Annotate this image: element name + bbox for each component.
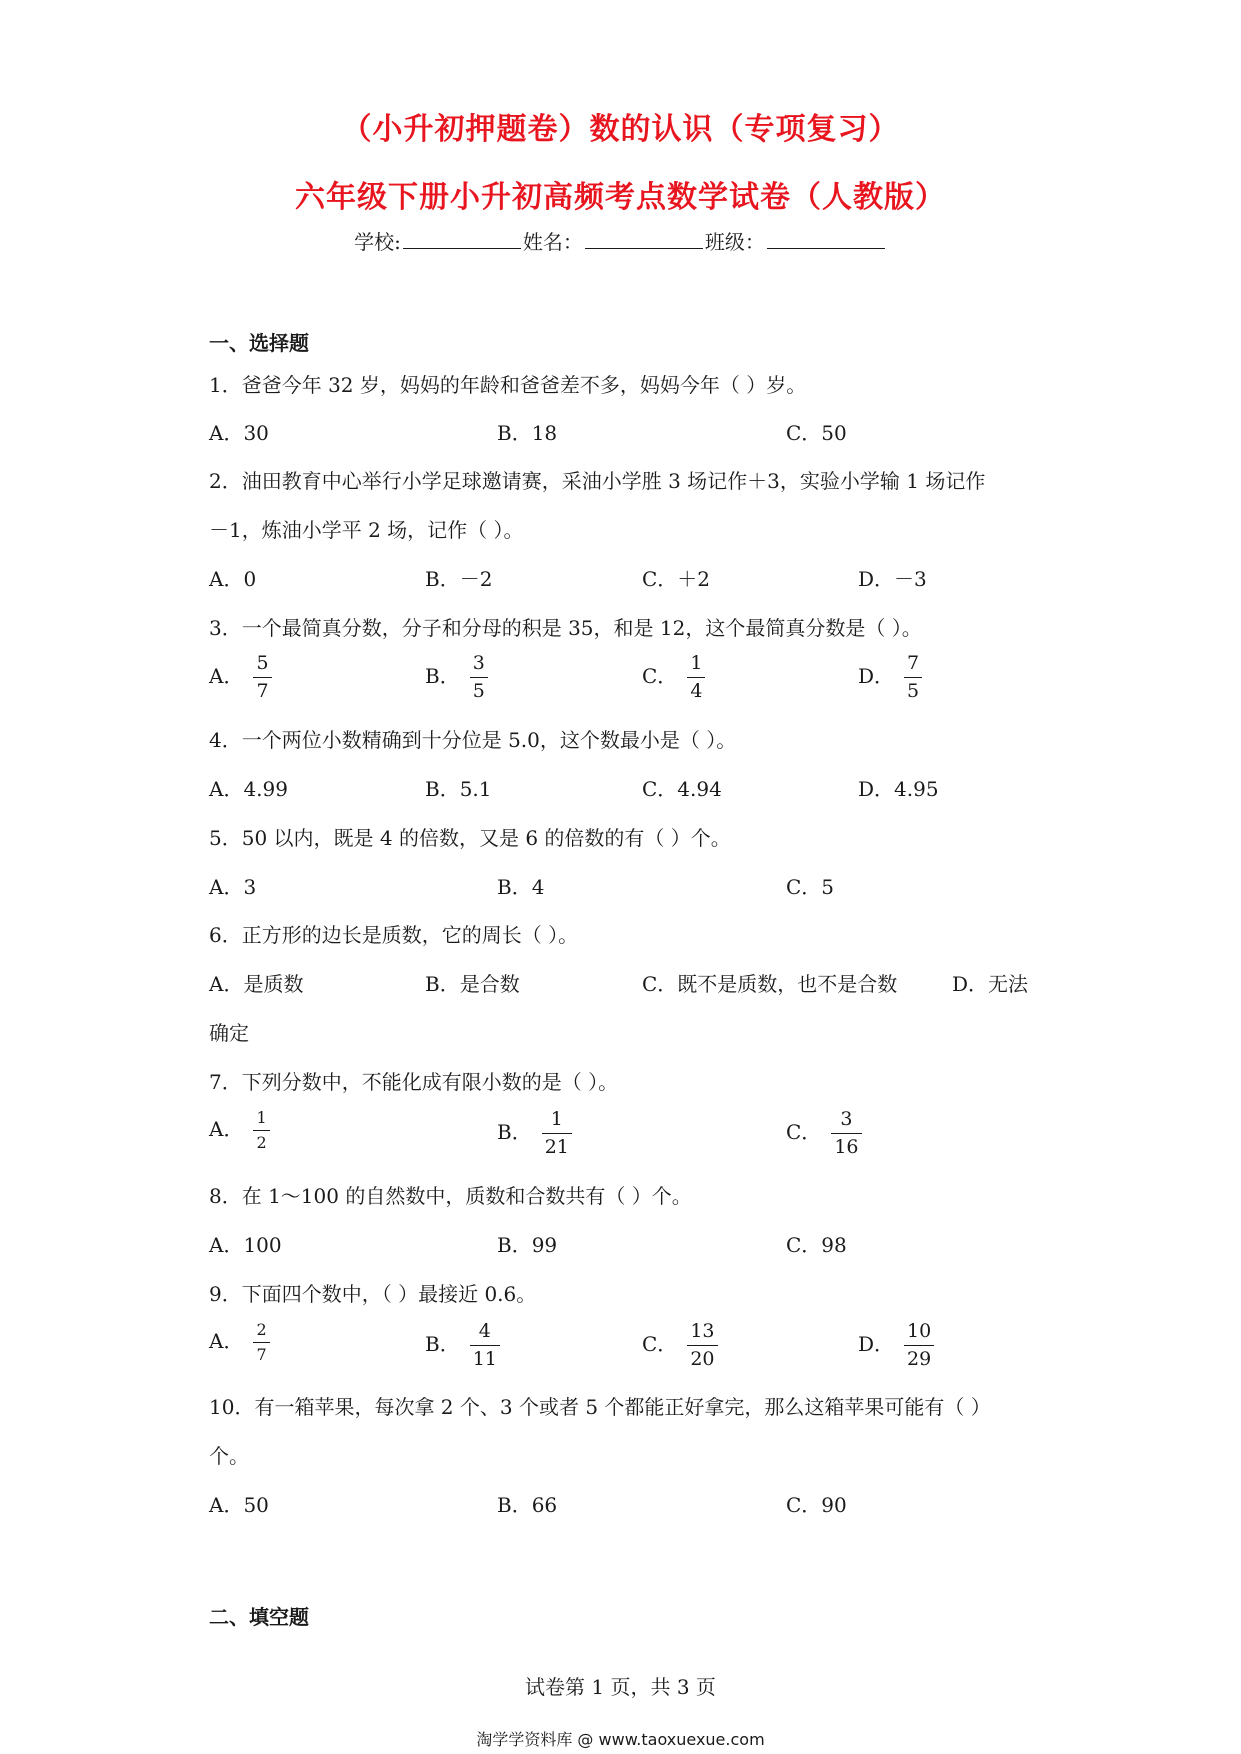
- option-label: B．: [497, 1120, 532, 1144]
- watermark-text: 淘学学资料库 @ www.taoxuexue.com: [476, 1730, 765, 1749]
- denominator: 5: [472, 680, 485, 702]
- option: B．66: [497, 1493, 558, 1517]
- question-stem: 8．在 1～100 的自然数中，质数和合数共有（ ）个。: [209, 1184, 692, 1208]
- student-info-row: [0, 226, 1241, 255]
- numerator: 2: [256, 1320, 267, 1339]
- fraction-option: [786, 1110, 862, 1157]
- denominator: 20: [690, 1348, 715, 1370]
- option: C．98: [786, 1233, 847, 1257]
- denominator: 16: [834, 1136, 859, 1158]
- denominator: 2: [256, 1133, 267, 1152]
- page-number-footer: 试卷第 1 页，共 3 页: [525, 1675, 716, 1699]
- option: A．30: [209, 421, 269, 445]
- numerator: 3: [840, 1108, 853, 1130]
- denominator: 11: [472, 1348, 497, 1370]
- denominator: 7: [256, 680, 269, 702]
- question-stem-continued: －1，炼油小学平 2 场，记作（ ）。: [209, 518, 524, 542]
- fraction: [253, 654, 271, 701]
- question-stem: 6．正方形的边长是质数，它的周长（ ）。: [209, 923, 579, 947]
- fraction-option: [425, 654, 488, 701]
- class-blank: [767, 230, 885, 249]
- option: D．－3: [858, 567, 927, 591]
- option: C．50: [786, 421, 847, 445]
- option-label: A．: [209, 1117, 244, 1141]
- numerator: 10: [907, 1320, 932, 1342]
- option: C．既不是质数，也不是合数: [642, 972, 898, 996]
- question-stem-continued: 个。: [209, 1444, 249, 1468]
- option-wrap: 确定: [209, 1021, 249, 1045]
- option-label: B．: [425, 1332, 460, 1356]
- fraction: [470, 654, 488, 701]
- option: A．3: [209, 875, 257, 899]
- fraction: [687, 1322, 717, 1369]
- option-label: A．: [209, 1329, 244, 1353]
- section-heading-fill: 二、填空题: [209, 1605, 309, 1629]
- fraction-option: [209, 654, 272, 701]
- option-label: C．: [786, 1120, 822, 1144]
- numerator: 3: [472, 652, 485, 674]
- option: D．无法: [952, 972, 1029, 996]
- name-label: 姓名：: [522, 230, 583, 254]
- exam-title-line1: （小升初押题卷）数的认识（专项复习）: [341, 112, 900, 147]
- option-label: A．: [209, 664, 244, 688]
- option: D．4.95: [858, 777, 939, 801]
- denominator: 7: [256, 1345, 267, 1364]
- numerator: 4: [478, 1320, 491, 1342]
- option: A．是质数: [209, 972, 304, 996]
- option: A．50: [209, 1493, 269, 1517]
- option: B．18: [497, 421, 558, 445]
- denominator: 29: [907, 1348, 932, 1370]
- numerator: 5: [256, 652, 269, 674]
- school-label: 学校:: [354, 230, 401, 254]
- fraction-option: [858, 1322, 934, 1369]
- section-heading-choice: 一、选择题: [209, 331, 309, 355]
- fraction-option: [497, 1110, 572, 1157]
- fraction: [687, 654, 705, 701]
- fraction-option: [209, 1322, 270, 1363]
- option: B．－2: [425, 567, 493, 591]
- fraction-option: [858, 654, 922, 701]
- fraction-option: [642, 654, 705, 701]
- option: C．5: [786, 875, 835, 899]
- fraction: [542, 1110, 572, 1157]
- fraction-option: [425, 1322, 500, 1369]
- numerator: 7: [907, 652, 920, 674]
- fraction: [253, 1110, 269, 1151]
- denominator: 21: [544, 1136, 569, 1158]
- option: B．4: [497, 875, 545, 899]
- question-stem: 1．爸爸今年 32 岁，妈妈的年龄和爸爸差不多，妈妈今年（ ）岁。: [209, 373, 807, 397]
- option-label: D．: [858, 1332, 895, 1356]
- fraction: [831, 1110, 861, 1157]
- fraction: [904, 1322, 934, 1369]
- class-label: 班级：: [704, 230, 765, 254]
- option-label: C．: [642, 1332, 678, 1356]
- denominator: 4: [690, 680, 703, 702]
- option-label: D．: [858, 664, 895, 688]
- option: C．＋2: [642, 567, 711, 591]
- fraction-option: [209, 1110, 270, 1151]
- option-label: C．: [642, 664, 678, 688]
- fraction: [904, 654, 922, 701]
- numerator: 1: [256, 1108, 267, 1127]
- fraction: [253, 1322, 269, 1363]
- fraction: [470, 1322, 500, 1369]
- option-label: B．: [425, 664, 460, 688]
- question-stem: 3．一个最简真分数，分子和分母的积是 35，和是 12，这个最简真分数是（ ）。: [209, 616, 922, 640]
- school-blank: [403, 230, 521, 249]
- option: C．4.94: [642, 777, 722, 801]
- numerator: 1: [550, 1108, 563, 1130]
- option: A．100: [209, 1233, 282, 1257]
- fraction-option: [642, 1322, 718, 1369]
- question-stem: 2．油田教育中心举行小学足球邀请赛，采油小学胜 3 场记作＋3，实验小学输 1 场记作: [209, 469, 986, 493]
- option: B．是合数: [425, 972, 520, 996]
- option: B．5.1: [425, 777, 492, 801]
- option: A．0: [209, 567, 257, 591]
- question-stem: 4．一个两位小数精确到十分位是 5.0，这个数最小是（ ）。: [209, 728, 737, 752]
- question-stem: 7．下列分数中，不能化成有限小数的是（ ）。: [209, 1070, 619, 1094]
- option: B．99: [497, 1233, 558, 1257]
- option: A．4.99: [209, 777, 288, 801]
- denominator: 5: [907, 680, 920, 702]
- question-stem: 10．有一箱苹果，每次拿 2 个、3 个或者 5 个都能正好拿完，那么这箱苹果可能有（ ）: [209, 1395, 991, 1419]
- question-stem: 5．50 以内，既是 4 的倍数，又是 6 的倍数的有（ ）个。: [209, 826, 731, 850]
- name-blank: [585, 230, 703, 249]
- option: C．90: [786, 1493, 847, 1517]
- numerator: 13: [690, 1320, 715, 1342]
- exam-title-line2: 六年级下册小升初高频考点数学试卷（人教版）: [295, 180, 946, 215]
- question-stem: 9．下面四个数中，（ ）最接近 0.6。: [209, 1282, 537, 1306]
- numerator: 1: [690, 652, 703, 674]
